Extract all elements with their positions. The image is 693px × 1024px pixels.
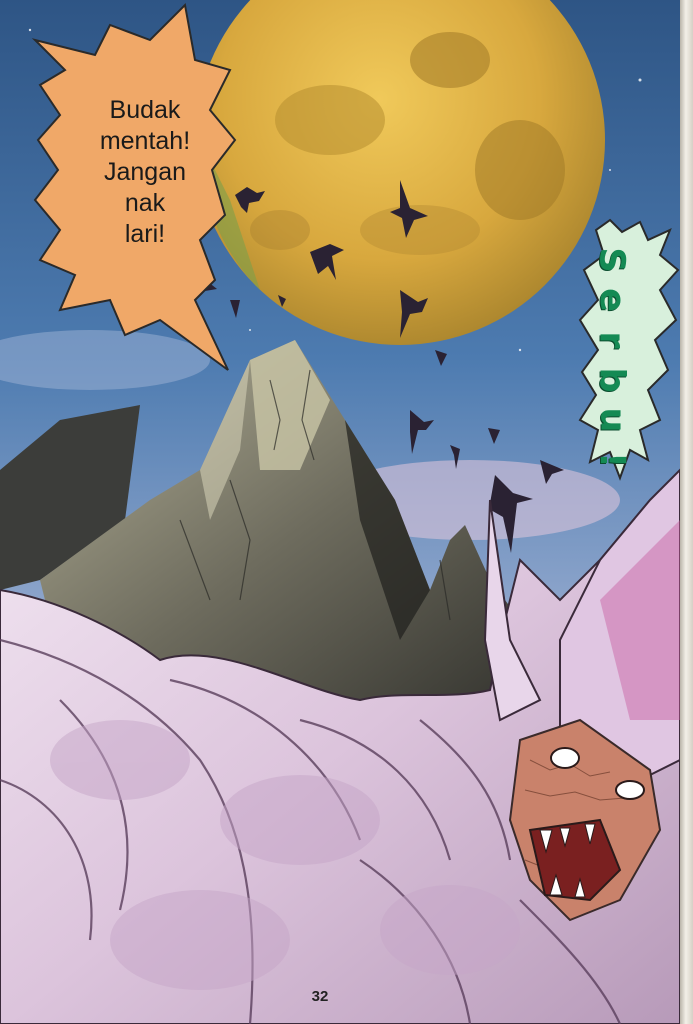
speech-line: mentah! bbox=[99, 127, 191, 155]
speech-bubble-text bbox=[70, 95, 220, 250]
shout-letter: b bbox=[592, 367, 632, 393]
page-edge bbox=[680, 0, 693, 1024]
shout-letter: ! bbox=[592, 452, 632, 468]
page-number: 32 bbox=[311, 988, 329, 1005]
shout-letter: e bbox=[592, 288, 632, 312]
speech-line: nak bbox=[124, 189, 166, 217]
shout-letter: r bbox=[591, 331, 632, 349]
monster-eye-right bbox=[616, 781, 644, 799]
speech-line: Budak bbox=[109, 96, 181, 124]
monster-eye-left bbox=[551, 748, 579, 768]
shout-letter: S bbox=[592, 247, 632, 273]
shout-text bbox=[582, 240, 642, 468]
shout-letter: u bbox=[591, 407, 632, 433]
speech-line: lari! bbox=[124, 220, 166, 248]
speech-line: Jangan bbox=[103, 158, 187, 186]
